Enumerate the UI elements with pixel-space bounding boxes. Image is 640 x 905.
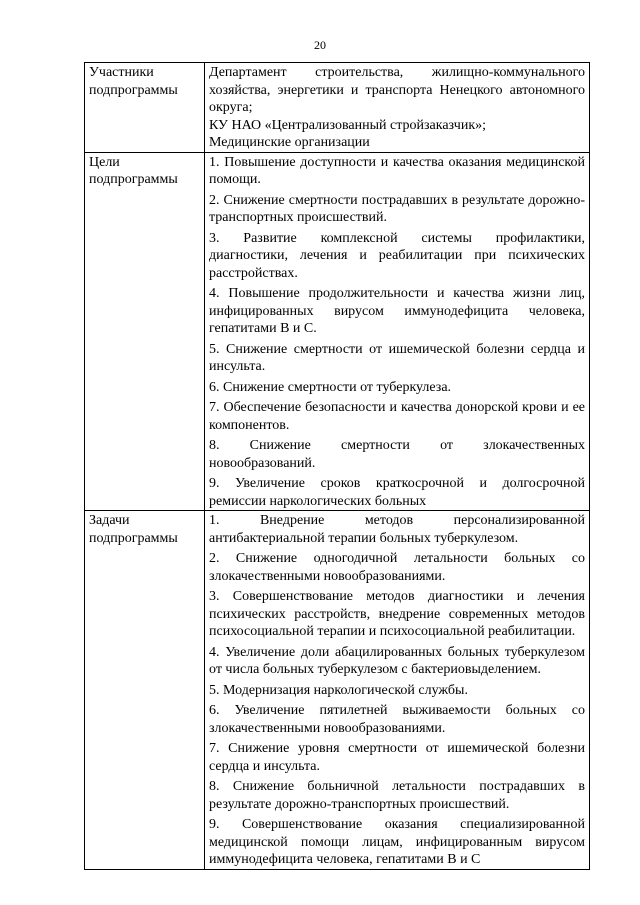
goals-label: Цели подпрограммы: [85, 152, 205, 511]
goals-content: [205, 152, 590, 511]
task-item: 7. Снижение уровня смертности от ишемической болезни сердца и инсульта.: [209, 741, 585, 774]
participant-item: Департамент строительства, жилищно-коммунального хозяйства, энергетики и транспорта Ненецкого автономного округа;: [209, 65, 585, 115]
tasks-content: [205, 511, 590, 870]
participants-label: Участники подпрограммы: [85, 63, 205, 153]
task-item: 5. Модернизация наркологической службы.: [209, 682, 468, 698]
page-number: 20: [314, 38, 326, 52]
task-item: 8. Снижение больничной летальности пострадавших в результате дорожно-транспортных происшествий.: [209, 779, 585, 812]
goal-item: 2. Снижение смертности пострадавших в результате дорожно-транспортных происшествий.: [209, 192, 585, 225]
participant-item: Медицинские организации: [209, 135, 370, 150]
table-row-goals: [85, 152, 590, 511]
goal-item: 7. Обеспечение безопасности и качества донорской крови и ее компонентов.: [209, 400, 585, 433]
goal-item: 6. Снижение смертности от туберкулеза.: [209, 379, 452, 395]
goal-item: 5. Снижение смертности от ишемической болезни сердца и инсульта.: [209, 341, 585, 374]
task-item: 6. Увеличение пятилетней выживаемости больных со злокачественными новообразованиями.: [209, 703, 585, 736]
task-item: 9. Совершенствование оказания специализированной медицинской помощи лицам, инфицированным вирусом иммунодефицита человека, гепатитами В и С: [209, 817, 585, 867]
task-item: 1. Внедрение методов персонализированной антибактериальной терапии больных туберкулезом.: [209, 513, 585, 546]
task-item: 3. Совершенствование методов диагностики и лечения психических расстройств, внедрение современных методов психосоциальной терапии и психосоциальной реабилитации.: [209, 589, 585, 639]
participant-item: КУ НАО «Централизованный стройзаказчик»;: [209, 117, 487, 133]
participants-content: [205, 63, 590, 153]
goal-item: 1. Повышение доступности и качества оказания медицинской помощи.: [209, 154, 585, 187]
goal-item: 4. Повышение продолжительности и качества жизни лиц, инфицированных вирусом иммунодефицита человека, гепатитами В и С.: [209, 286, 585, 336]
task-item: 4. Увеличение доли абацилированных больных туберкулезом от числа больных туберкулезом с бактериовыделением.: [209, 644, 585, 677]
task-item: 2. Снижение одногодичной летальности больных со злокачественными новообразованиями.: [209, 551, 585, 584]
tasks-label: Задачи подпрограммы: [85, 511, 205, 870]
subprogram-table: [84, 62, 590, 870]
goal-item: 3. Развитие комплексной системы профилактики, диагностики, лечения и реабилитации при психических расстройствах.: [209, 230, 585, 281]
goal-item: 8. Снижение смертности от злокачественных новообразований.: [209, 438, 585, 471]
table-row-tasks: [85, 511, 590, 870]
table-row-participants: [85, 63, 590, 153]
goal-item: 9. Увеличение сроков краткосрочной и долгосрочной ремиссии наркологических больных: [209, 476, 585, 509]
